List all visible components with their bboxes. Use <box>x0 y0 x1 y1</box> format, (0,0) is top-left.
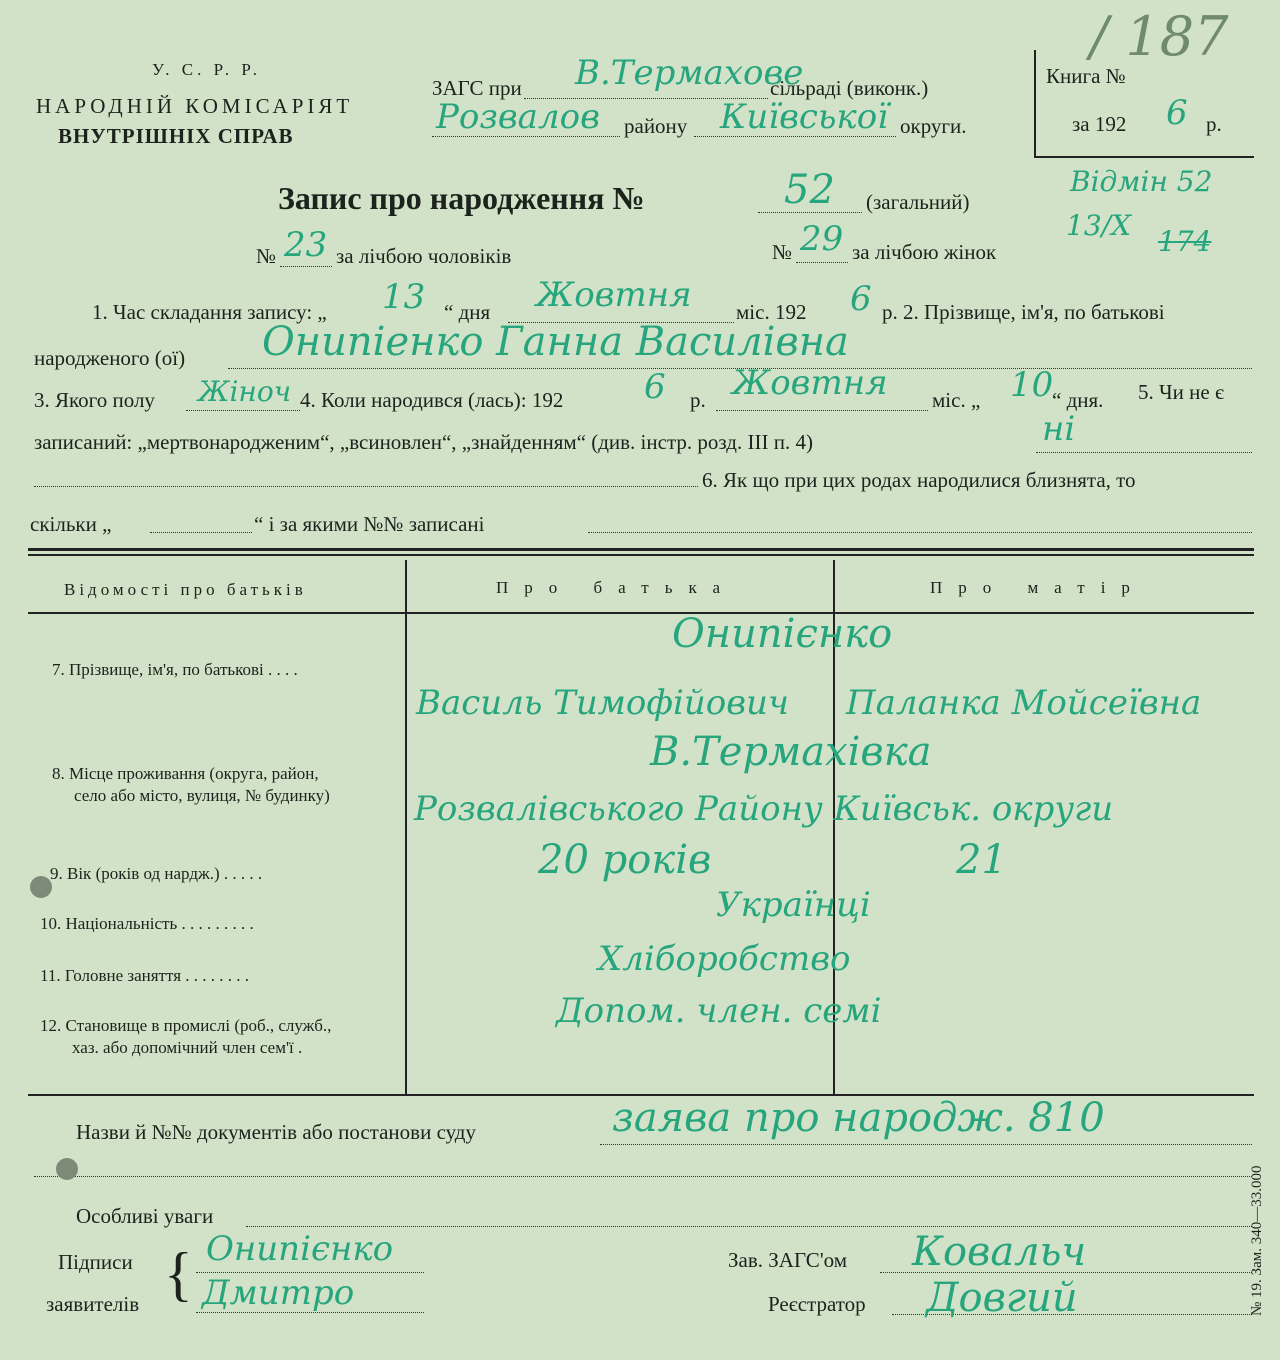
book-year-prefix: за 192 <box>1072 112 1127 136</box>
women-count-label: за лічбою жінок <box>852 240 997 264</box>
page-title: Запис про народження № <box>278 180 645 216</box>
hw-okrug: Київської <box>720 97 889 137</box>
book-label: Книга № <box>1046 64 1126 88</box>
hw-men-no: 23 <box>284 225 328 265</box>
hw-age-father: 20 років <box>538 837 712 883</box>
field-3-label: 3. Якого полу <box>34 388 155 412</box>
table-header-mother: Про матір <box>930 578 1146 597</box>
hw-position: Допом. член. семі <box>556 991 882 1031</box>
village-council-label: сільраді (виконк.) <box>770 76 929 100</box>
men-count-label: за лічбою чоловіків <box>336 244 512 268</box>
table-row-8a: 8. Місце проживання (округа, район, <box>52 764 319 783</box>
hw-residence-2: Розвалівського Району Київськ. округи <box>414 789 1114 829</box>
hw-women-no: 29 <box>800 219 844 259</box>
archive-mark: / 187 <box>1090 5 1229 68</box>
hw-birth-year: 6 <box>644 367 666 407</box>
field-5-line: записаний: „мертвонародженим“, „всиновлен“, „знайденням“ (див. інстр. розд. III п. 4) <box>34 430 813 454</box>
hw-nationality: Українці <box>716 885 871 925</box>
men-no-prefix: № <box>256 244 277 268</box>
field-6-label: 6. Як що при цих родах народилися близнята, то <box>702 468 1136 492</box>
head-label: Зав. ЗАГС'ом <box>728 1248 847 1272</box>
table-row-12a: 12. Становище в промислі (роб., служб., <box>40 1016 332 1035</box>
hw-birth-day: 10 <box>1010 365 1054 405</box>
hw-documents: заява про народж. 810 <box>612 1095 1105 1141</box>
hw-applicant-2: Дмитро <box>202 1273 355 1313</box>
registrar-label: Реєстратор <box>768 1292 866 1316</box>
title-suffix: (загальний) <box>866 190 970 214</box>
hw-district: Розвалов <box>436 97 600 137</box>
hw-month: Жовтня <box>536 275 692 315</box>
hw-residence-1: В.Термахівка <box>650 729 932 775</box>
hw-book-year: 6 <box>1166 93 1188 133</box>
field-1-end: р. 2. Прізвище, ім'я, по батькові <box>882 300 1165 324</box>
side-note-1: Відмін 52 <box>1070 165 1213 198</box>
hw-mother-name: Паланка Мойсеївна <box>846 683 1202 723</box>
hw-applicant-1: Онипієнко <box>206 1229 394 1269</box>
table-header-father: Про батька <box>496 578 737 597</box>
hw-head-signature: Ковальч <box>912 1229 1087 1275</box>
okrug-label: округи. <box>900 114 967 138</box>
field-1-label: 1. Час складання запису: „ <box>92 300 327 324</box>
field-6-end: “ і за якими №№ записані <box>254 512 485 536</box>
hw-age-mother: 21 <box>956 837 1007 883</box>
field-4-label: 4. Коли народився (лась): 192 <box>300 388 564 412</box>
signatures-label-2: заявителів <box>46 1292 140 1316</box>
table-row-11: 11. Головне заняття . . . . . . . . <box>40 966 250 985</box>
table-header-parents: Відомості про батьків <box>64 580 307 599</box>
hw-registrar-signature: Довгий <box>926 1275 1078 1321</box>
side-note-3: 174 <box>1158 225 1212 258</box>
zags-label: ЗАГС при <box>432 76 522 100</box>
hw-day: 13 <box>382 277 426 317</box>
print-code: № 19. Зам. 340—33.000 <box>1249 1165 1265 1316</box>
commissariat-label: НАРОДНІЙ КОМІСАРІЯТ <box>36 94 354 118</box>
hw-sex: Жіноч <box>198 375 292 408</box>
hw-year: 6 <box>850 279 872 319</box>
women-no-prefix: № <box>772 240 793 264</box>
signature-brace: { <box>164 1241 193 1307</box>
field-4-r: р. <box>690 388 706 412</box>
hw-occupation: Хліборобство <box>598 939 851 979</box>
field-2-label: народженого (ої) <box>34 346 186 370</box>
table-row-7: 7. Прізвище, ім'я, по батькові . . . . <box>52 660 298 679</box>
hw-surname: Онипієнко <box>672 611 893 657</box>
documents-label: Назви й №№ документів або постанови суду <box>76 1120 476 1144</box>
table-row-10: 10. Національність . . . . . . . . . <box>40 914 254 933</box>
side-note-2: 13/Х <box>1066 209 1131 242</box>
table-row-12b: хаз. або допомічний член сем'ї . <box>72 1038 303 1057</box>
field-1-day: “ дня <box>444 300 491 324</box>
hw-father-name: Василь Тимофійович <box>416 683 790 723</box>
department-label: ВНУТРІШНІХ СПРАВ <box>58 124 294 148</box>
field-4-day: “ дня. <box>1052 388 1104 412</box>
hw-village: В.Термахове <box>575 53 804 93</box>
hw-record-no: 52 <box>784 167 835 213</box>
field-4-month: міс. „ <box>932 388 981 412</box>
book-year-suffix: р. <box>1206 112 1222 136</box>
district-label: району <box>624 114 688 138</box>
hw-birth-month: Жовтня <box>732 363 888 403</box>
remarks-label: Особливі уваги <box>76 1204 214 1228</box>
field-5-label: 5. Чи не є <box>1138 380 1224 404</box>
hw-stillborn: ні <box>1042 409 1076 449</box>
punch-hole <box>30 876 52 898</box>
field-6-line: скільки „ <box>30 512 112 536</box>
punch-hole <box>56 1158 78 1180</box>
hw-child-name: Онипіенко Ганна Василівна <box>262 319 849 365</box>
table-row-8b: село або місто, вулиця, № будинку) <box>74 786 330 805</box>
table-row-9: 9. Вік (років од нардж.) . . . . . <box>50 864 263 883</box>
field-1-month: міс. 192 <box>736 300 807 324</box>
republic-label: У. С. Р. Р. <box>152 60 262 79</box>
signatures-label-1: Підписи <box>58 1250 133 1274</box>
